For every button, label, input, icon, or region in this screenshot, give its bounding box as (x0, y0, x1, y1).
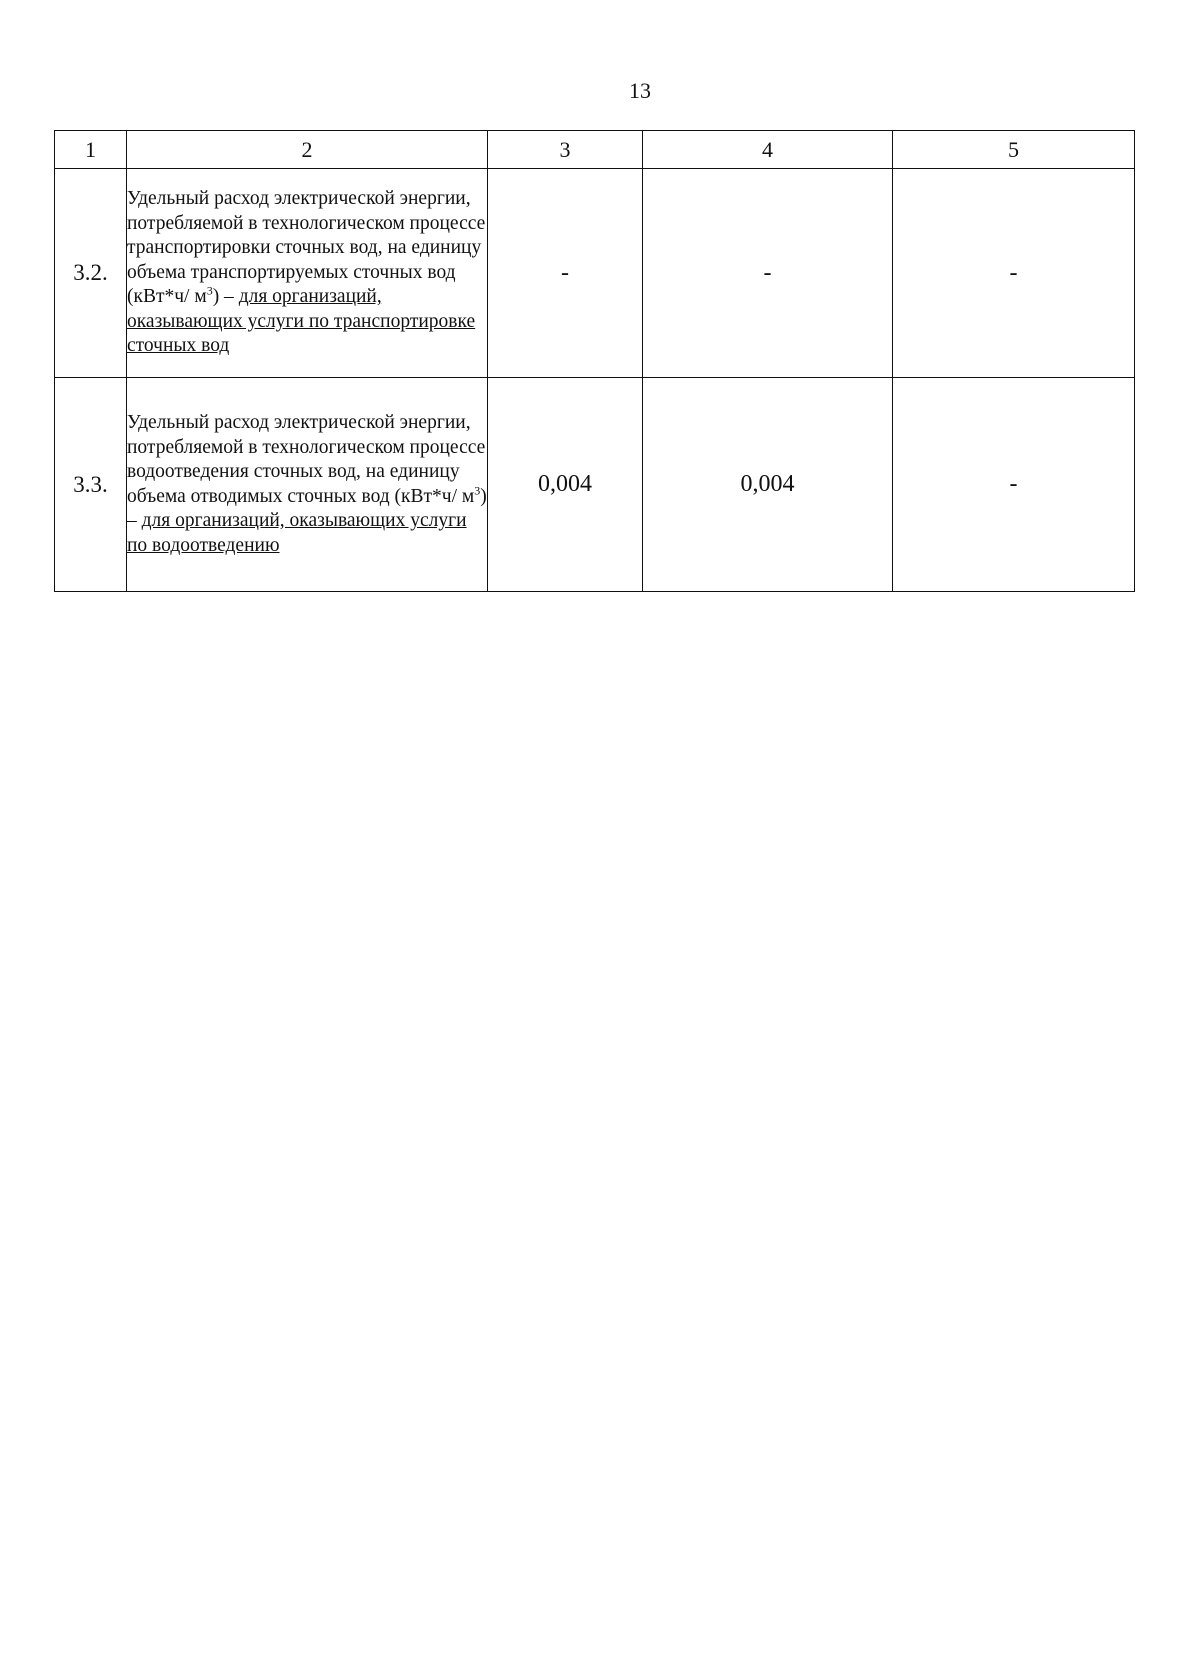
description-text: Удельный расход электрической энергии, потребляемой в технологическом процессе водоотведения сточных вод, на единицу объема отводимых сточных вод (кВт*ч/ м (127, 412, 486, 507)
header-row (55, 131, 1135, 169)
data-table (54, 130, 1135, 592)
description-text: Удельный расход электрической энергии, потребляемой в технологическом процессе транспортировки сточных вод, на единицу объема транспортируемых сточных вод (кВт*ч/ м (127, 188, 486, 308)
page-number: 13 (629, 78, 651, 103)
superscript: 3 (206, 283, 213, 298)
row-number: 3.2. (55, 169, 127, 378)
value-cell-4: - (643, 169, 893, 378)
value-cell-3: - (488, 169, 643, 378)
value-cell-3: 0,004 (488, 378, 643, 592)
value-cell-5: - (893, 378, 1135, 592)
table-row (55, 378, 1135, 592)
description-text: ) – (212, 286, 239, 308)
description-underlined: для организаций, оказывающих услуги по транспортировке сточных вод (127, 286, 476, 357)
header-cell-4: 4 (643, 131, 893, 169)
row-description (127, 378, 488, 592)
value-cell-4: 0,004 (643, 378, 893, 592)
superscript: 3 (474, 483, 481, 497)
header-cell-5: 5 (893, 131, 1135, 169)
description-underlined: для организаций, оказывающих услуги по водоотведению (127, 510, 467, 556)
header-cell-2: 2 (127, 131, 488, 169)
value-cell-5: - (893, 169, 1135, 378)
header-cell-1: 1 (55, 131, 127, 169)
description-text: ) – (127, 485, 487, 531)
header-cell-3: 3 (488, 131, 643, 169)
row-description (127, 169, 488, 378)
table-row (55, 169, 1135, 378)
row-number: 3.3. (55, 378, 127, 592)
